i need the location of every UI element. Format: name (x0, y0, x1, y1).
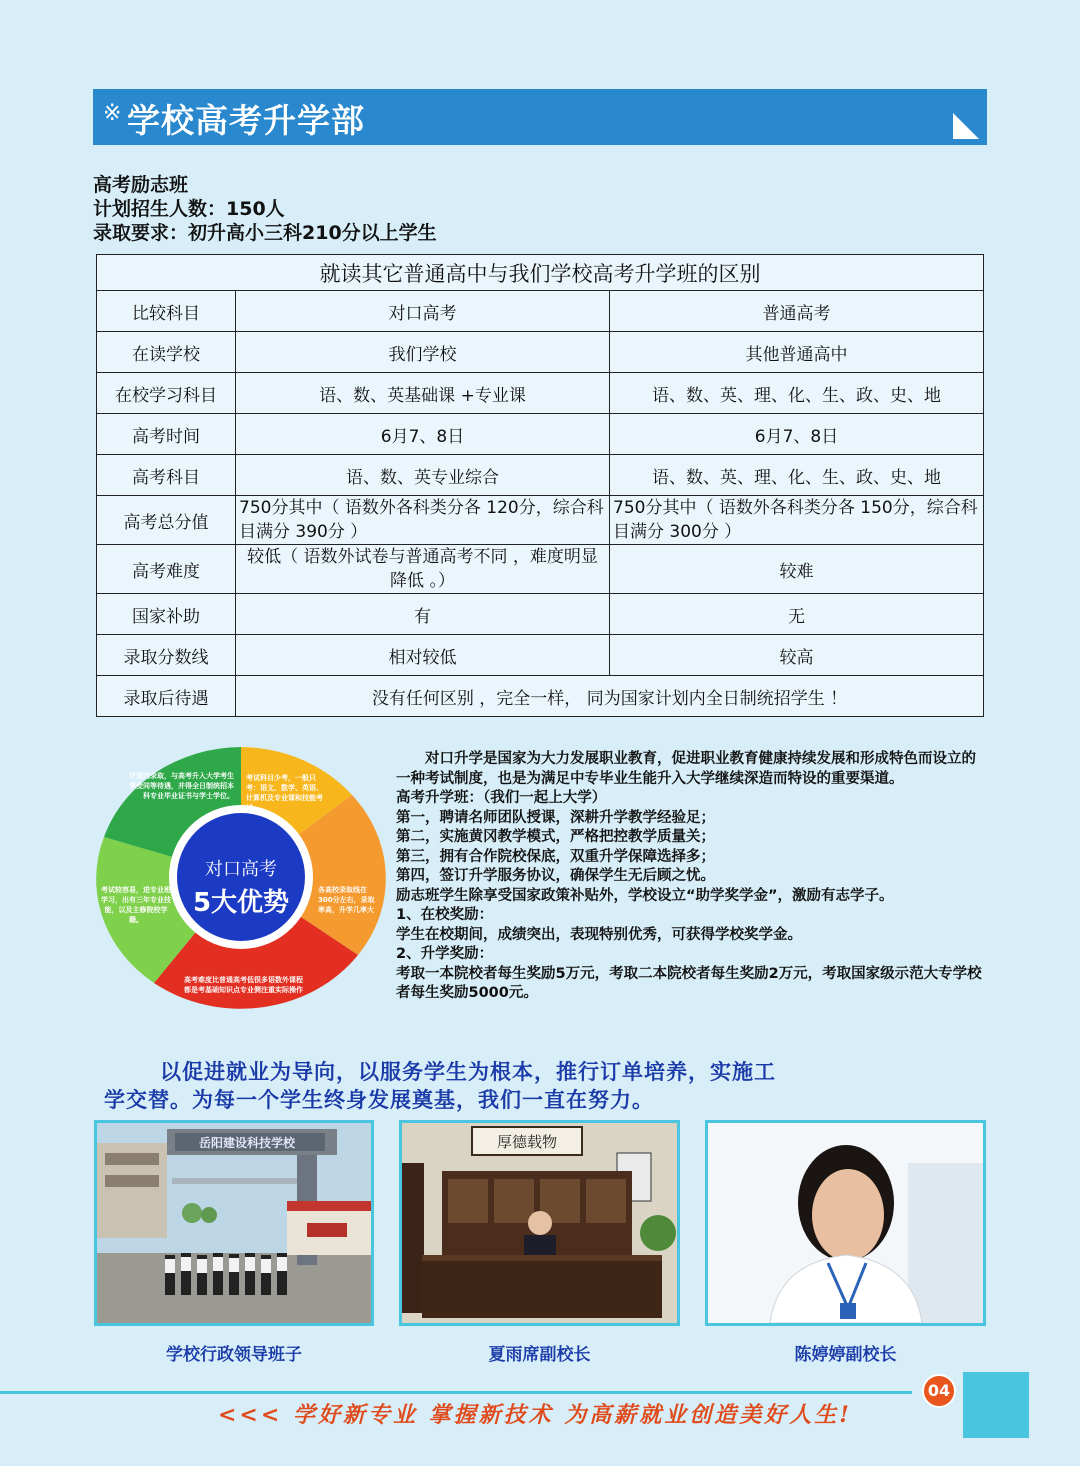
desc-reward1-title: 1、在校奖励： (396, 907, 494, 923)
table-cell: 语、数、英基础课 +专业课 (236, 373, 610, 414)
table-cell: 6月7、8日 (236, 414, 610, 455)
school-sign: 岳阳建设科技学校 (198, 1136, 296, 1150)
segment-text-yellow: 考试科目少考，一般只考：语文、数学、英语、计算机及专业课和技能考试。 (246, 774, 323, 812)
table-cell: 语、数、英、理、化、生、政、史、地 (610, 373, 984, 414)
table-row (97, 545, 984, 594)
section-title: 学校高考升学部 (127, 101, 365, 140)
page-number: 04 (922, 1374, 956, 1408)
segment-text-lightgreen: 考试较容易，进专业班学习，出有三年专业技能，以及主修院校学籍。 (101, 886, 171, 924)
table-cell: 750分其中（ 语数外各科类分各 150分，综合科目满分 300分 ） (610, 496, 984, 545)
table-cell: 我们学校 (236, 332, 610, 373)
desc-item: 第一，聘请名师团队授课，深耕升学教学经验足； (396, 809, 715, 826)
table-cell: 较高 (610, 635, 984, 676)
slogan-line2: 学交替。为每一个学生终身发展奠基，我们一直在努力。 (104, 1088, 654, 1112)
table-cell: 其他普通高中 (610, 332, 984, 373)
wheel-center-line2: 5大优势 (192, 888, 290, 918)
office-image (402, 1123, 677, 1323)
table-row (97, 455, 984, 496)
table-cell: 无 (610, 594, 984, 635)
table-row (97, 332, 984, 373)
header-mark: ※ (103, 101, 122, 126)
table-cell: 语、数、英、理、化、生、政、史、地 (610, 455, 984, 496)
program-description (396, 750, 986, 1004)
desc-reward2-title: 2、升学奖励： (396, 946, 494, 962)
row-label: 在读学校 (97, 332, 236, 373)
corner-triangle-icon (953, 113, 979, 139)
desc-item: 第二，实施黄冈教学模式，严格把控教学质量关； (396, 829, 715, 845)
corner-decoration (963, 1372, 1029, 1438)
caption-vice-principal-chen: 陈婷婷副校长 (794, 1345, 897, 1365)
footer-slogan: <<< 学好新专业 掌握新技术 为高薪就业创造美好人生! (218, 1402, 852, 1428)
row-label: 在校学习科目 (97, 373, 236, 414)
row-label: 高考难度 (97, 545, 236, 594)
footer-divider (0, 1391, 912, 1394)
table-cell: 750分其中（ 语数外各科类分各 120分，综合科目满分 390分 ） (236, 496, 610, 545)
portrait-image (708, 1123, 983, 1323)
table-cell: 相对较低 (236, 635, 610, 676)
class-intro (93, 173, 437, 245)
table-row (97, 496, 984, 545)
caption-vice-principal-xia: 夏雨席副校长 (488, 1345, 591, 1365)
table-cell: 没有任何区别 ，完全一样， 同为国家计划内全日制统招学生 ！ (236, 676, 984, 717)
desc-item: 第三，拥有合作院校保底，双重升学保障选择多； (396, 848, 715, 865)
school-gate-image (97, 1123, 371, 1323)
calligraphy-scroll: 厚德载物 (496, 1133, 558, 1151)
wheel-center-line1: 对口高考 (205, 859, 277, 880)
header-cell: 比较科目 (97, 291, 236, 332)
admission-requirement: 录取要求：初升高小三科210分以上学生 (93, 222, 437, 244)
desc-scholarship: 励志班学生除享受国家政策补贴外，学校设立“助学奖学金”，激励有志学子。 (396, 887, 894, 904)
row-label: 录取后待遇 (97, 676, 236, 717)
photo-vice-principal-xia (399, 1120, 680, 1326)
table-header-row (97, 291, 984, 332)
row-label: 高考总分值 (97, 496, 236, 545)
desc-reward2: 考取一本院校者每生奖励5万元，考取二本院校者每生奖励2万元，考取国家级示范大专学校者每生奖励5000元。 (396, 965, 982, 1001)
segment-text-green: 计划内录取，与高考升入大学考生享受同等待遇，并得全日制统招本科专业毕业证书与学士学位。 (129, 772, 234, 800)
section-header (93, 89, 987, 145)
table-cell: 有 (236, 594, 610, 635)
row-label: 录取分数线 (97, 635, 236, 676)
header-cell: 普通高考 (610, 291, 984, 332)
desc-intro: 对口升学是国家为大力发展职业教育，促进职业教育健康持续发展和形成特色而设立的一种考试制度，也是为满足中专毕业生能升入大学继续深造而特设的重要渠道。 (396, 751, 976, 787)
desc-reward1: 学生在校期间，成绩突出，表现特别优秀，可获得学校奖学金。 (396, 926, 802, 943)
slogan-line1: 以促进就业为导向，以服务学生为根本，推行订单培养，实施工 (160, 1060, 776, 1084)
segment-text-orange: 各高校录取线在300分左右，录取率高，升学几率大 (318, 886, 375, 914)
header-cell: 对口高考 (236, 291, 610, 332)
advantages-wheel (96, 745, 386, 1010)
table-row (97, 373, 984, 414)
table-row (97, 594, 984, 635)
table-cell: 较难 (610, 545, 984, 594)
table-cell: 语、数、英专业综合 (236, 455, 610, 496)
school-slogan (104, 1058, 984, 1114)
table-cell: 较低（ 语数外试卷与普通高考不同 ，难度明显降低 。） (236, 545, 610, 594)
enrollment-plan: 计划招生人数：150人 (93, 198, 285, 220)
row-label: 高考时间 (97, 414, 236, 455)
row-label: 高考科目 (97, 455, 236, 496)
table-row (97, 635, 984, 676)
desc-class-title: 高考升学班：（我们一起上大学） (396, 790, 607, 806)
segment-text-red: 高考难度比普通高考低很多语数外课程都是考基础知识点专业侧注重实际操作 (184, 976, 303, 994)
table-cell: 6月7、8日 (610, 414, 984, 455)
table-caption: 就读其它普通高中与我们学校高考升学班的区别 (97, 255, 984, 291)
comparison-table (96, 254, 984, 717)
class-name: 高考励志班 (93, 174, 189, 196)
row-label: 国家补助 (97, 594, 236, 635)
photo-leadership-team (94, 1120, 374, 1326)
desc-item: 第四，签订升学服务协议，确保学生无后顾之忧。 (396, 868, 715, 884)
table-row (97, 414, 984, 455)
caption-leadership-team: 学校行政领导班子 (166, 1345, 302, 1365)
photo-vice-principal-chen (705, 1120, 986, 1326)
table-row (97, 676, 984, 717)
